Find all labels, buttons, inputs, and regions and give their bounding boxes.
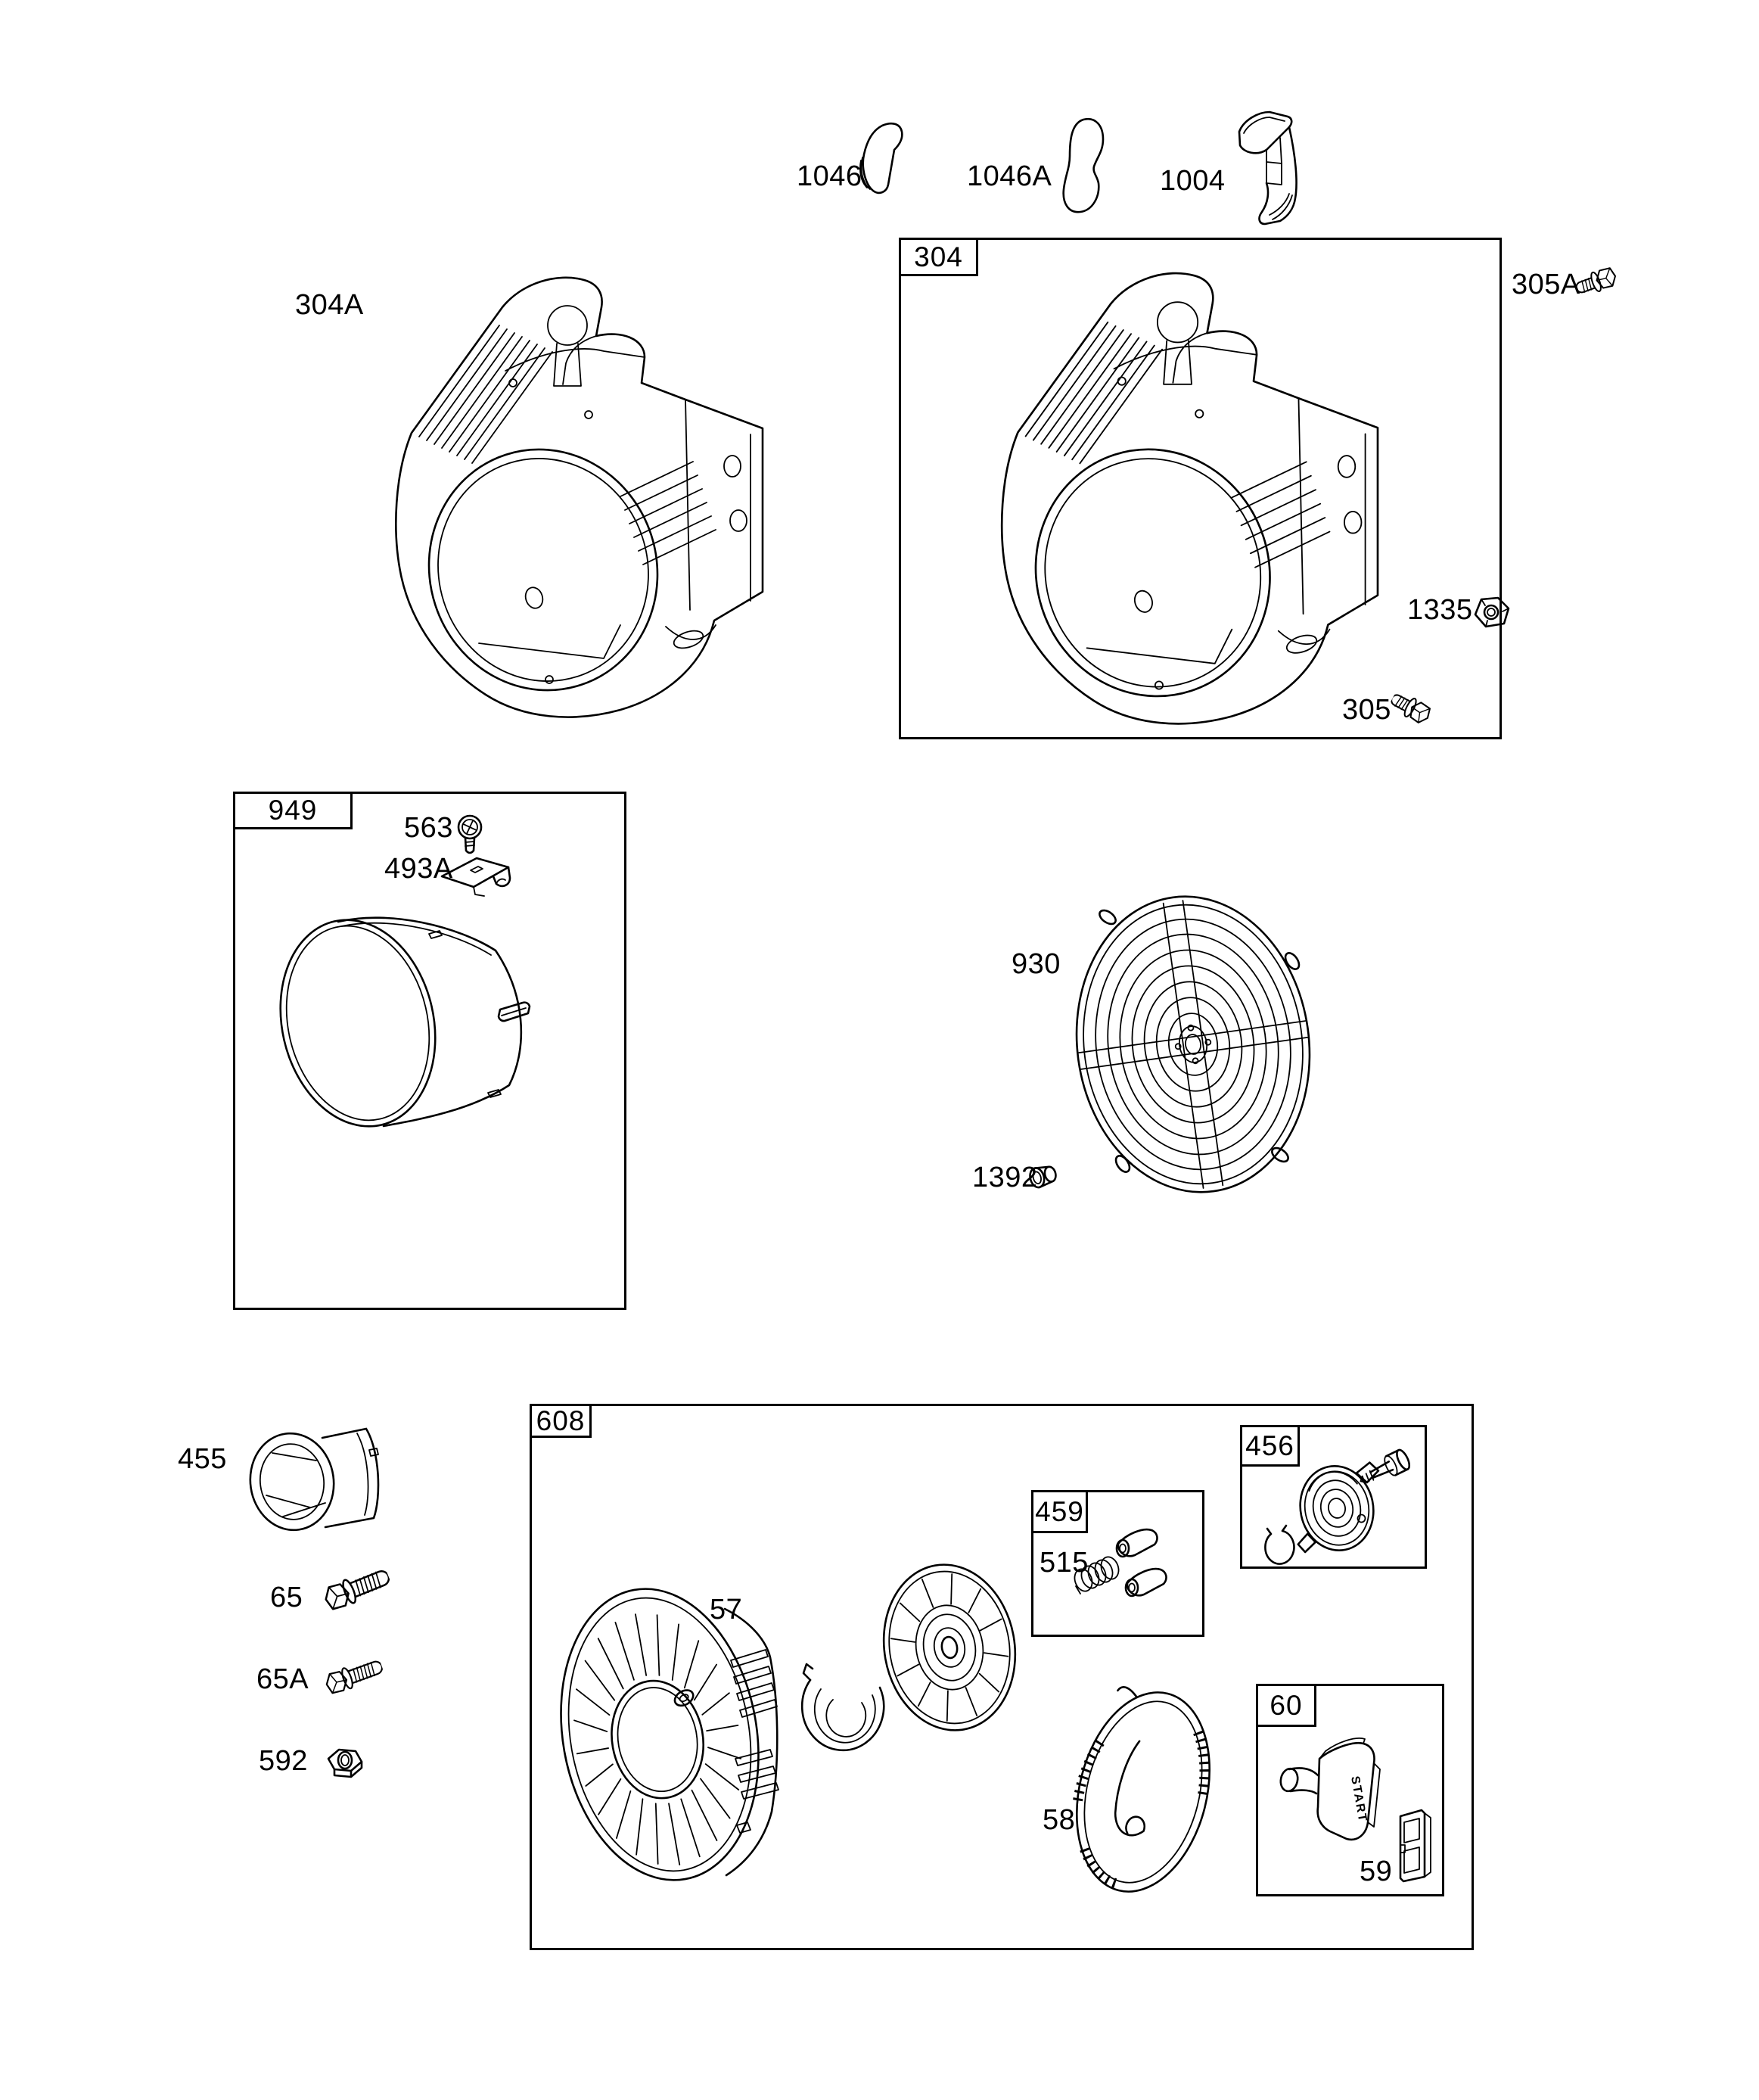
- blower-housing-304-drawing: [955, 266, 1397, 732]
- part-label-563: 563: [404, 812, 453, 844]
- bolt-65-icon: [316, 1557, 399, 1626]
- starter-spring-58-drawing: [1068, 1682, 1218, 1902]
- part-label-58: 58: [1043, 1804, 1076, 1836]
- cover-1046A-drawing: [1058, 117, 1108, 216]
- nut-1335-icon: [1469, 595, 1512, 630]
- part-label-305: 305: [1342, 694, 1391, 726]
- rewind-starter-housing-drawing: [546, 1576, 782, 1895]
- part-label-1392: 1392: [972, 1162, 1038, 1193]
- rewind-spring-57-drawing: [798, 1654, 889, 1754]
- starter-pulley-drawing: [876, 1559, 1024, 1737]
- group-label-304: 304: [899, 238, 978, 276]
- cover-1046-drawing: [852, 120, 911, 198]
- part-label-305A: 305A: [1512, 269, 1580, 300]
- starter-clutch-456-drawing: [1248, 1442, 1422, 1563]
- start-handle-text: START: [1348, 1775, 1369, 1824]
- part-label-304A: 304A: [295, 289, 364, 321]
- starter-cup-455-drawing: [244, 1406, 384, 1538]
- air-guide-cover-949-drawing: [269, 887, 549, 1148]
- part-label-57: 57: [710, 1594, 743, 1626]
- pawl-kit-459-drawing: [1038, 1514, 1197, 1633]
- screw-563-icon: [451, 814, 489, 857]
- grip-insert-59-drawing: [1394, 1806, 1434, 1887]
- nut-592-icon: [322, 1742, 366, 1780]
- part-label-455: 455: [178, 1443, 227, 1475]
- bolt-65A-icon: [319, 1648, 390, 1709]
- starter-grip-drawing: [1277, 1733, 1383, 1853]
- part-label-1046A: 1046A: [967, 160, 1052, 192]
- group-label-608: 608: [530, 1404, 592, 1438]
- part-label-1046: 1046: [797, 160, 862, 192]
- part-label-1004: 1004: [1160, 165, 1226, 197]
- group-label-949: 949: [233, 792, 353, 829]
- part-label-515: 515: [1040, 1547, 1089, 1579]
- part-label-65: 65: [270, 1582, 303, 1613]
- group-label-456: 456: [1240, 1425, 1300, 1467]
- part-label-930: 930: [1012, 948, 1061, 980]
- part-label-59: 59: [1360, 1856, 1393, 1887]
- group-label-459: 459: [1031, 1490, 1088, 1533]
- group-label-60: 60: [1256, 1684, 1316, 1727]
- blower-housing-304A-drawing: [354, 271, 778, 725]
- part-label-592: 592: [259, 1745, 308, 1777]
- part-label-493A: 493A: [384, 853, 453, 885]
- part-label-65A: 65A: [256, 1663, 309, 1695]
- part-label-1335: 1335: [1407, 594, 1473, 626]
- chute-1004-drawing: [1220, 109, 1304, 224]
- bushing-1392-icon: [1026, 1156, 1061, 1193]
- fan-guard-930-drawing: [1068, 891, 1318, 1197]
